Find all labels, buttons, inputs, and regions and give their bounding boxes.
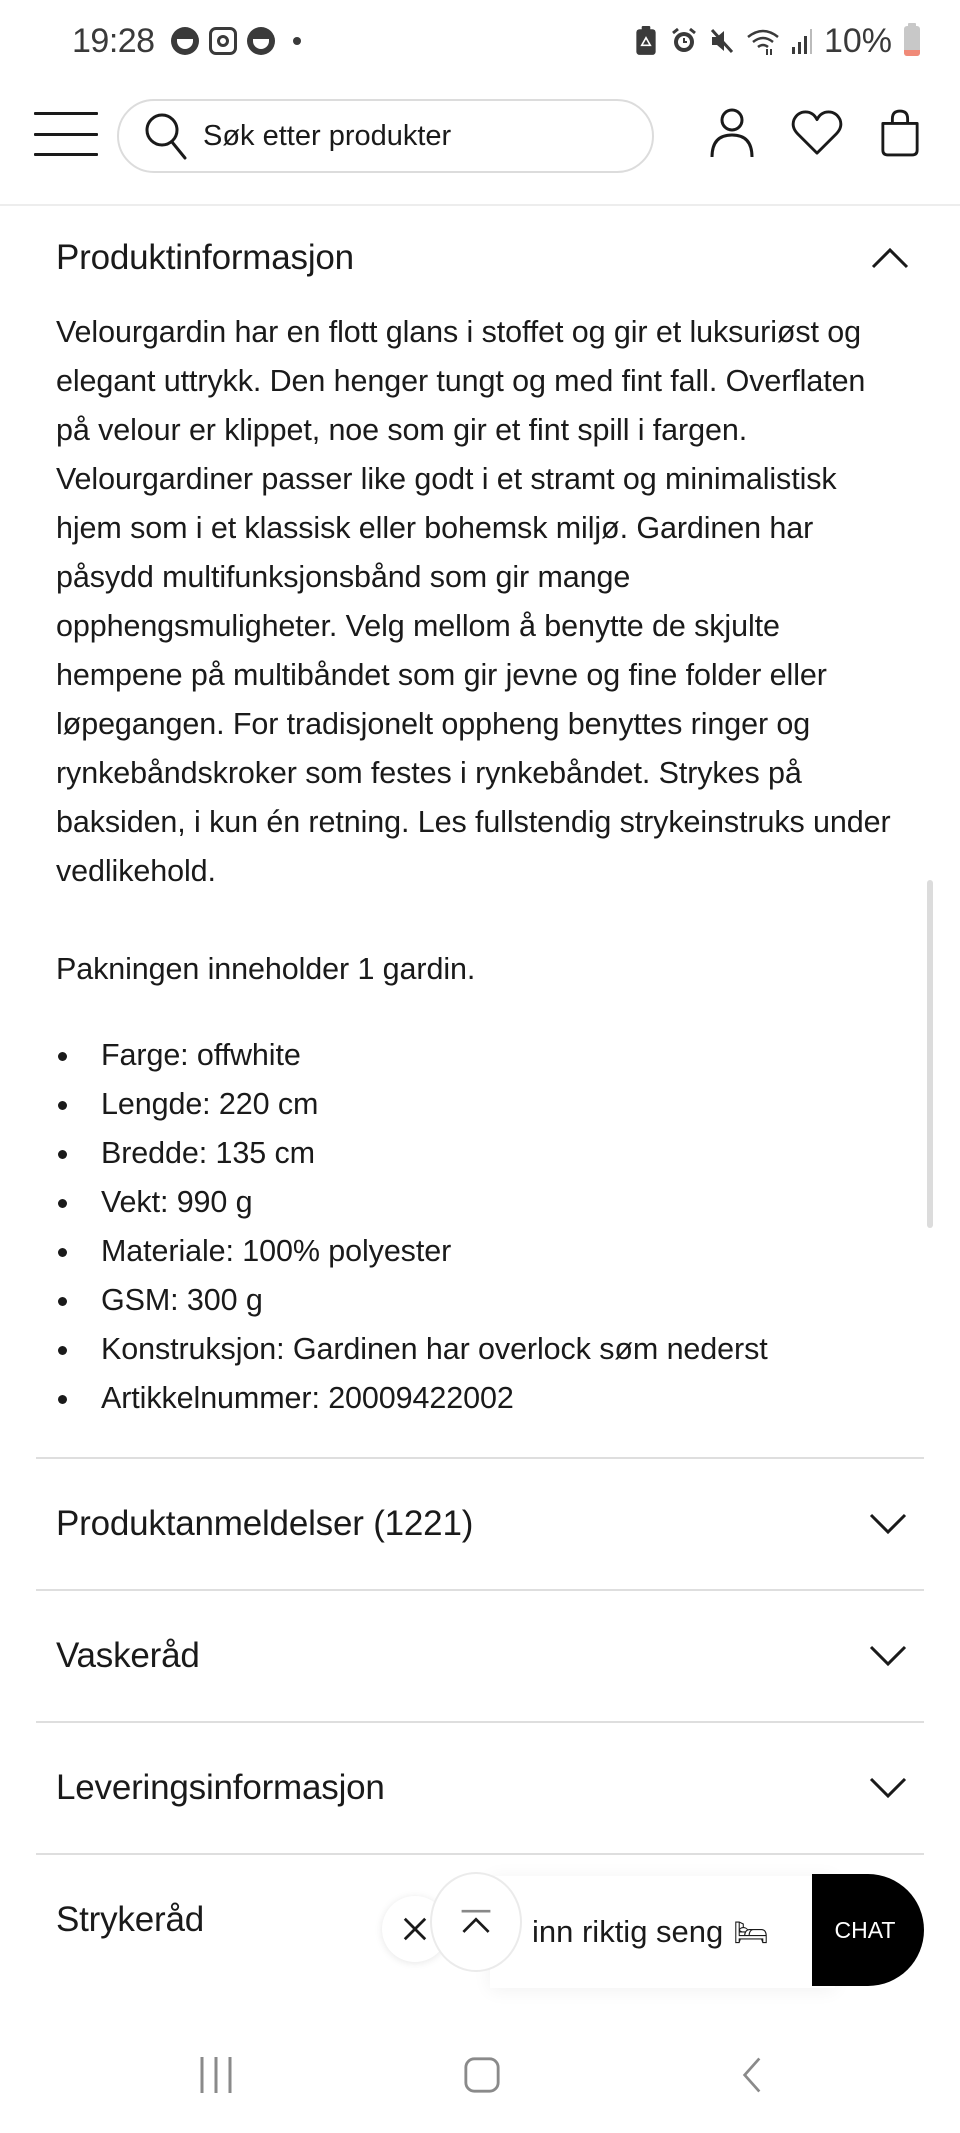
back-icon[interactable] <box>737 2050 767 2100</box>
site-header <box>0 82 960 206</box>
search-input[interactable] <box>203 120 643 153</box>
messenger-icon <box>247 27 275 55</box>
home-icon[interactable] <box>462 2050 502 2100</box>
accordion-title: Vaskeråd <box>56 1636 200 1675</box>
accordion-washing[interactable] <box>36 1589 924 1721</box>
spec-item: Vekt: 990 g <box>56 1178 904 1227</box>
accordion-title: Produktinformasjon <box>56 238 354 277</box>
notification-dot-icon <box>293 37 301 45</box>
accordion-reviews[interactable] <box>36 1457 924 1589</box>
product-info-body <box>0 308 960 1423</box>
status-right <box>632 22 920 61</box>
messenger-icon <box>171 27 199 55</box>
system-nav-bar <box>0 2020 960 2133</box>
accordion-title: Strykeråd <box>56 1900 204 1939</box>
scroll-to-top-icon <box>458 1908 494 1936</box>
chat-label: CHAT <box>834 1916 896 1943</box>
product-details <box>0 208 960 1985</box>
spec-item: Artikkelnummer: 20009422002 <box>56 1374 904 1423</box>
chevron-up-icon <box>870 246 910 270</box>
chevron-down-icon <box>868 1776 908 1800</box>
chat-promo-bubble[interactable] <box>490 1876 835 1988</box>
account-icon[interactable] <box>704 102 760 164</box>
spec-item: Bredde: 135 cm <box>56 1129 904 1178</box>
battery-percent: 10% <box>823 21 892 60</box>
instagram-icon <box>209 27 237 55</box>
search-bar[interactable] <box>117 99 654 173</box>
scroll-to-top-button[interactable] <box>430 1872 522 1972</box>
wishlist-heart-icon[interactable] <box>789 102 845 164</box>
accordion-title: Leveringsinformasjon <box>56 1768 385 1807</box>
product-description: Velourgardin har en flott glans i stoffet og gir et luksuriøst og elegant uttrykk. Den henger tungt og med fint fall. Overflaten på velour er klippet, noe som gir et fint spill i fargen. Velourgardiner passer like godt i et stramt og minimalistisk hjem som i et klassisk eller bohemsk miljø. Gardinen har påsydd multifunksjonsbånd som gir mange opphengsmuligheter. Velg mellom å benytte de skjulte hempene på multibåndet som gir jevne og fine folder eller løpegangen. For tradisjonelt oppheng benyttes ringer og rynkebåndskroker som festes i rynkebåndet. Strykes på baksiden, i kun én retning. Les fullstendig strykeinstruks under vedlikehold. <box>56 315 891 888</box>
chevron-down-icon <box>868 1512 908 1536</box>
accordion-delivery[interactable] <box>36 1721 924 1853</box>
wifi-icon <box>746 26 780 56</box>
spec-list <box>56 1031 904 1423</box>
accordion-title: Produktanmeldelser (1221) <box>56 1504 474 1543</box>
battery-icon <box>904 26 920 56</box>
search-icon <box>143 111 189 161</box>
spec-item: Farge: offwhite <box>56 1031 904 1080</box>
recent-apps-icon[interactable] <box>196 2050 236 2100</box>
status-bar <box>0 0 960 82</box>
hamburger-menu-icon[interactable] <box>34 112 98 156</box>
accordion-product-info[interactable] <box>0 208 960 308</box>
battery-saver-icon <box>632 26 660 56</box>
status-left <box>72 22 301 61</box>
spec-item: GSM: 300 g <box>56 1276 904 1325</box>
page-scrollbar[interactable] <box>927 880 933 1228</box>
status-time: 19:28 <box>72 21 155 60</box>
chat-button[interactable] <box>812 1874 924 1986</box>
bed-emoji-icon: 🛏 <box>733 1916 769 1948</box>
spec-item: Konstruksjon: Gardinen har overlock søm nederst <box>56 1325 904 1374</box>
signal-icon <box>790 26 814 56</box>
package-note: Pakningen inneholder 1 gardin. <box>56 952 476 986</box>
spec-item: Lengde: 220 cm <box>56 1080 904 1129</box>
close-icon <box>402 1916 428 1942</box>
promo-text: inn riktig seng <box>532 1914 724 1949</box>
shopping-bag-icon[interactable] <box>872 102 928 164</box>
chevron-down-icon <box>868 1644 908 1668</box>
mute-icon <box>708 26 736 56</box>
alarm-icon <box>670 26 698 56</box>
spec-item: Materiale: 100% polyester <box>56 1227 904 1276</box>
